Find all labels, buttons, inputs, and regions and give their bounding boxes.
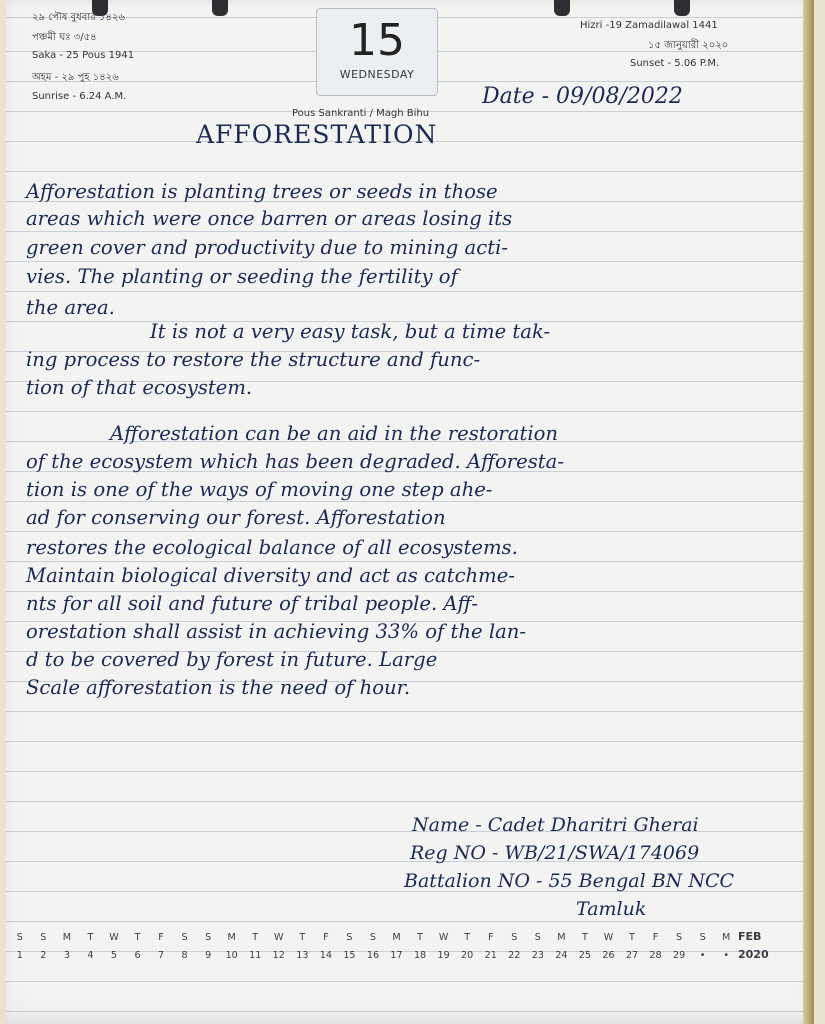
calendar-day-letter: M [722,932,731,943]
calendar-date: 23 [531,950,544,961]
calendar-date: 25 [578,950,591,961]
calendar-day-letter: S [346,932,353,943]
calendar-day-letter: S [181,932,188,943]
calendar-day-letter: M [227,932,236,943]
weekday: WEDNESDAY [339,68,415,81]
calendar-date: 14 [319,950,332,961]
note-line: tion of that ecosystem. [26,376,253,399]
calendar-month: FEB [738,930,762,943]
note-line: It is not a very easy task, but a time tak- [150,320,551,343]
calendar-day-letter: W [274,932,284,943]
note-line: the area. [26,296,115,319]
sunset-time: Sunset - 5.06 P.M. [630,58,720,69]
calendar-day-letter: S [40,932,47,943]
binding-ring [212,0,228,16]
calendar-day-letter: S [369,932,377,943]
calendar-date: 26 [602,950,615,961]
calendar-days-row [8,932,738,943]
page-edge [803,0,814,1024]
calendar-date: 9 [205,950,212,961]
calendar-day-letter: W [438,932,449,943]
calendar-date: 20 [461,950,474,961]
calendar-day-letter: S [511,932,518,943]
note-line: ad for conserving our forest. Afforestation [26,506,446,529]
saka-date: Saka - 25 Pous 1941 [32,50,135,61]
note-line: tion is one of the ways of moving one step ahe- [26,478,493,501]
calendar-day-letter: T [581,932,588,943]
calendar-year: 2020 [738,948,769,961]
binding-ring [554,0,570,16]
calendar-date: 22 [508,950,521,961]
calendar-date: 5 [110,950,118,961]
note-line: vies. The planting or seeding the fertility of [26,265,458,288]
calendar-date: 18 [413,950,427,961]
calendar-day-letter: S [16,932,23,943]
calendar-day-letter: W [603,932,614,943]
calendar-date: 8 [181,950,188,961]
note-line: nts for all soil and future of tribal people. Aff- [26,592,479,615]
calendar-day-letter: M [62,932,71,943]
bengali-date-right: ১৫ জানুয়ারী ২০২০ [648,40,729,51]
calendar-day-letter: T [87,932,94,943]
signature-battalion: Battalion NO - 55 Bengal BN NCC [404,870,735,892]
calendar-day-letter: T [464,932,471,943]
note-line: ing process to restore the structure and func- [26,348,481,371]
calendar-day-letter: F [487,932,494,943]
bengali-date-2: পঞ্চমী ঘঃ ৩/৫৪ [32,32,97,43]
festival-label: Pous Sankranti / Magh Bihu [292,108,430,119]
calendar-day-letter: T [417,932,423,943]
calendar-day-letter: M [392,932,401,943]
signature-name: Name - Cadet Dharitri Gherai [412,814,699,836]
sunrise-time: Sunrise - 6.24 A.M. [32,91,127,102]
hizri-date: Hizri -19 Zamadilawal 1441 [580,20,718,31]
calendar-date: 1 [16,950,23,961]
calendar-date: 10 [225,950,238,961]
signature-place: Tamluk [576,898,647,920]
calendar-day-letter: F [652,932,659,943]
calendar-day-letter: T [252,932,259,943]
signature-reg: Reg NO - WB/21/SWA/174069 [410,842,700,864]
calendar-dates-row [8,950,738,961]
note-line: d to be covered by forest in future. Large [26,648,438,671]
calendar-date: 29 [672,950,686,961]
calendar-date: 16 [366,950,380,961]
note-line: restores the ecological balance of all ecosystems. [26,536,518,559]
calendar-day-letter: T [299,932,306,943]
calendar-day-letter: S [699,932,706,943]
note-line: areas which were once barren or areas losing its [26,207,513,230]
calendar-date: • [723,950,730,961]
note-line: Afforestation can be an aid in the restoration [110,422,559,445]
calendar-date: 12 [272,950,285,961]
calendar-date: 21 [484,950,497,961]
bengali-date-3: অহম - ২৯ পুহ ১৪২৬ [32,72,119,83]
calendar-day-letter: F [323,932,329,943]
calendar-date: 27 [625,950,639,961]
calendar-date: 17 [390,950,403,961]
date-box [316,8,438,96]
calendar-date: 24 [555,950,568,961]
note-line: Afforestation is planting trees or seeds in those [26,180,498,203]
calendar-date: 3 [63,950,70,961]
calendar-day-letter: W [109,932,119,943]
calendar-date: 2 [40,950,47,961]
calendar-day-letter: S [205,932,212,943]
note-title: AFFORESTATION [196,120,438,149]
calendar-date: 15 [343,950,356,961]
calendar-day-letter: M [557,932,566,943]
calendar-day-letter: S [676,932,683,943]
note-date: Date - 09/08/2022 [482,84,683,109]
calendar-day-letter: T [134,932,141,943]
binding-ring [674,0,690,16]
calendar-date: 7 [158,950,165,961]
calendar-date: 19 [437,950,450,961]
calendar-day-letter: T [629,932,635,943]
note-line: of the ecosystem which has been degraded. Afforesta- [26,450,564,473]
note-line: orestation shall assist in achieving 33% of the lan- [26,620,527,643]
bengali-date-1: ২৯ পৌষ বুধবার ১৪২৬ [32,12,125,23]
calendar-date: 11 [249,950,262,961]
calendar-day-letter: S [534,932,541,943]
note-line: green cover and productivity due to mining acti- [26,236,508,259]
calendar-date: • [699,950,706,961]
calendar-day-letter: F [158,932,164,943]
calendar-date: 28 [649,950,662,961]
calendar-date: 13 [296,950,309,961]
calendar-date: 4 [87,950,94,961]
day-number: 15 [349,15,405,66]
note-line: Scale afforestation is the need of hour. [26,676,411,699]
calendar-date: 6 [134,950,141,961]
note-line: Maintain biological diversity and act as catchme- [26,564,515,587]
